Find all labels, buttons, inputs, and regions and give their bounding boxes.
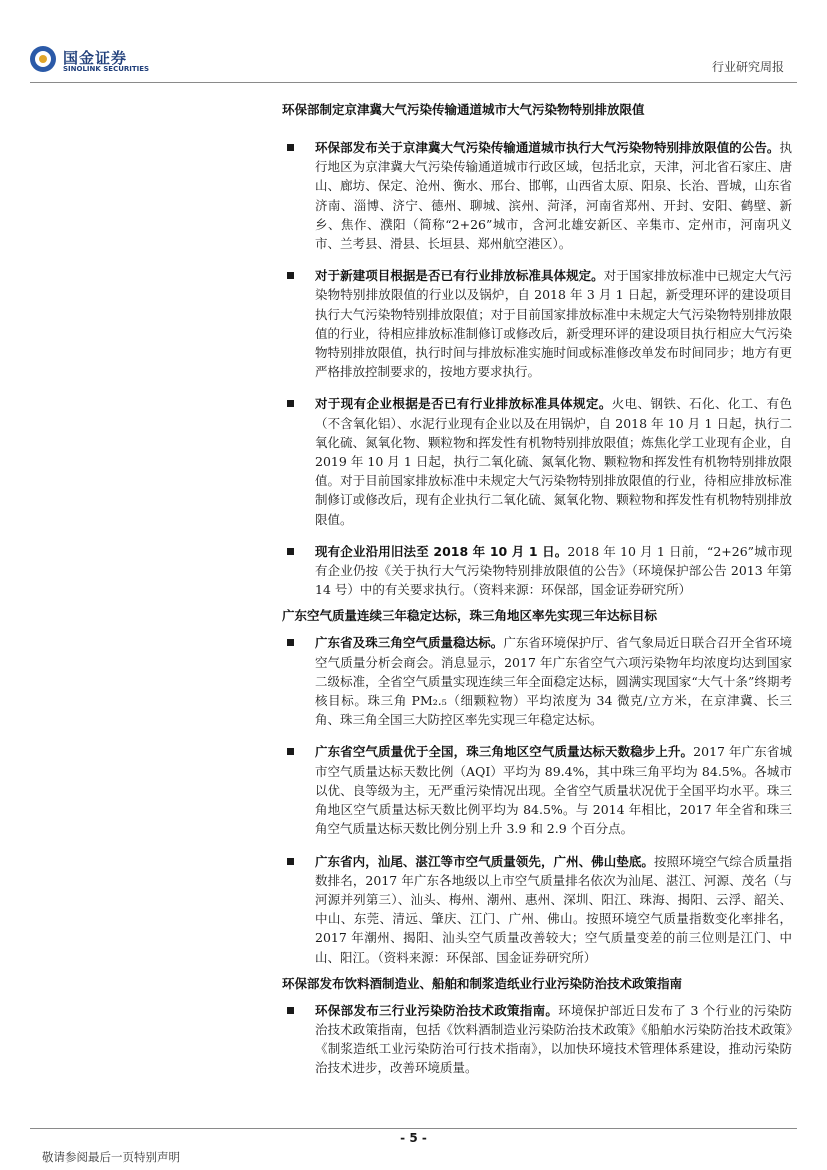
bullet-paragraph: [315, 138, 792, 253]
square-bullet-icon: [287, 144, 294, 151]
section-title: 广东空气质量连续三年稳定达标，珠三角地区率先实现三年达标目标: [282, 608, 658, 624]
logo-english-name: SINOLINK SECURITIES: [63, 65, 150, 73]
bullet-item: [282, 633, 792, 729]
bullet-item: [282, 266, 792, 381]
bullet-body: 执行地区为京津冀大气污染传输通道城市行政区域，包括北京，天津，河北省石家庄、唐山、廊坊、保定、沧州、衡水、邢台、邯郸，山西省太原、阳泉、长治、晋城，山东省济南、淄博、济宁、德州、聊城、滨州、菏泽，河南省郑州、开封、安阳、鹤壁、新乡、焦作、濮阳（简称“2+26”城市，含河北雄安新区、辛集市、定州市，河南巩义市、兰考县、滑县、长垣县、郑州航空港区）。: [315, 140, 792, 252]
bullet-body: 对于国家排放标准中已规定大气污染物特别排放限值的行业以及锅炉，自 2018 年 3 月 1 日起，新受理环评的建设项目执行大气污染物特别排放限值；对于目前国家排放标准中未规定大气污染物特别排放限值的行业，待相应排放标准制修订或修改后，新受理环评的建设项目执行相应大气污染物特别排放限值，执行时间与排放标准实施时间或标准修改单发布时间同步；地方有更严格排放控制要求的，按地方要求执行。: [315, 268, 792, 380]
logo-chinese-name: 国金证券: [63, 49, 128, 67]
bullet-body: 环境保护部近日发布了 3 个行业的污染防治技术政策指南，包括《饮料酒制造业污染防治技术政策》《船舶水污染防治技术政策》《制浆造纸工业污染防治可行技术指南》，以加快环境技术管理体系建设，推动污染防治技术进步，改善环境质量。: [315, 1002, 792, 1076]
square-bullet-icon: [287, 1007, 294, 1014]
report-body: [282, 98, 792, 1091]
bullet-lead: 环保部发布关于京津冀大气污染传输通道城市执行大气污染物特别排放限值的公告。: [315, 140, 780, 155]
square-bullet-icon: [287, 748, 294, 755]
bullet-body: 2017 年广东省城市空气质量达标天数比例（AQI）平均为 89.4%，其中珠三角平均为 84.5%。各城市以优、良等级为主，无严重污染情况出现。全省空气质量状况优于全国平均水平。珠三角地区空气质量达标天数比例平均为 84.5%。与 2014 年相比，2017 年全省和珠三角空气质量达标天数比例分别上升 3.9 和 2.9 个百分点。: [315, 744, 792, 837]
square-bullet-icon: [287, 400, 294, 407]
bullet-body: 按照环境空气综合质量指数排名，2017 年广东各地级以上市空气质量排名依次为汕尾、湛江、河源、茂名（与河源并列第三）、汕头、梅州、潮州、惠州、深圳、阳江、珠海、揭阳、云浮、韶关、中山、东莞、清远、肇庆、江门、广州、佛山。按照环境空气质量指数变化率排名，2017 年潮州、揭阳、汕头空气质量改善较大；空气质量变差的前三位则是江门、中山、阳江。（资料来源：环保部、国金证券研究所）: [315, 853, 792, 965]
bullet-body: 广东省环境保护厅、省气象局近日联合召开全省环境空气质量分析会商会。消息显示，2017 年广东省空气六项污染物年均浓度均达到国家二级标准，全省空气质量实现连续三年全面稳定达标，圆满实现国家“大气十条”终期考核目标。珠三角 PM₂.₅（细颗粒物）平均浓度为 34 微克/立方米，在京津冀、长三角、珠三角全国三大防控区率先实现三年稳定达标。: [315, 635, 792, 728]
section-title: 环保部制定京津冀大气污染传输通道城市大气污染物特别排放限值: [282, 102, 645, 117]
bullet-item: [282, 394, 792, 528]
square-bullet-icon: [287, 858, 294, 865]
bullet-lead: 对于现有企业根据是否已有行业排放标准具体规定。: [315, 396, 612, 412]
bullet-lead: 广东省空气质量优于全国，珠三角地区空气质量达标天数稳步上升。: [315, 744, 694, 760]
header-divider: [30, 82, 797, 83]
bullet-item: [282, 742, 792, 838]
bullet-item: [282, 852, 792, 967]
bullet-item: [282, 138, 792, 253]
square-bullet-icon: [287, 639, 294, 646]
report-type-label: 行业研究周报: [711, 60, 784, 74]
bullet-lead: 对于新建项目根据是否已有行业排放标准具体规定。: [315, 268, 604, 284]
bullet-paragraph: [315, 1001, 792, 1078]
section-title: 环保部发布饮料酒制造业、船舶和制浆造纸业行业污染防治技术政策指南: [282, 975, 683, 991]
square-bullet-icon: [287, 548, 294, 555]
square-bullet-icon: [287, 272, 294, 279]
bullet-item: [282, 542, 792, 600]
company-logo: [30, 46, 160, 78]
bullet-lead: 现有企业沿用旧法至 2018 年 10 月 1 日。: [315, 543, 568, 559]
logo-mark-icon: [30, 46, 56, 72]
bullet-body: 2018 年 10 月 1 日前，“2+26”城市现有企业仍按《关于执行大气污染物特别排放限值的公告》（环境保护部公告 2013 年第 14 号）中的有关要求执行。（资料来源：环保部，国金证券研究所）: [315, 543, 792, 598]
bullet-paragraph: [315, 742, 792, 838]
bullet-paragraph: [315, 633, 792, 729]
disclaimer-note: 敬请参阅最后一页特别声明: [42, 1150, 180, 1164]
bullet-item: [282, 1001, 792, 1078]
bullet-lead: 广东省内，汕尾、湛江等市空气质量领先，广州、佛山垫底。: [315, 853, 654, 869]
bullet-paragraph: [315, 852, 792, 967]
bullet-paragraph: [315, 266, 792, 381]
bullet-lead: 环保部发布三行业污染防治技术政策指南。: [315, 1002, 559, 1018]
bullet-lead: 广东省及珠三角空气质量稳达标。: [315, 635, 504, 651]
bullet-paragraph: [315, 394, 792, 528]
footer-divider: [30, 1128, 797, 1129]
bullet-paragraph: [315, 542, 792, 600]
page-number: - 5 -: [400, 1131, 427, 1145]
bullet-body: 火电、钢铁、石化、化工、有色（不含氧化铝）、水泥行业现有企业以及在用锅炉，自 2018 年 10 月 1 日起，执行二氧化硫、氮氧化物、颗粒物和挥发性有机物特别排放限值；炼焦化学工业现有企业，自 2019 年 10 月 1 日起，执行二氧化硫、氮氧化物、颗粒物和挥发性有机物特别排放限值。对于目前国家排放标准中未规定大气污染物特别排放限值的行业，待相应排放标准制修订或修改后，现有企业执行二氧化硫、氮氧化物、颗粒物和挥发性有机物特别排放限值。: [315, 396, 792, 527]
page-header: [0, 0, 827, 90]
